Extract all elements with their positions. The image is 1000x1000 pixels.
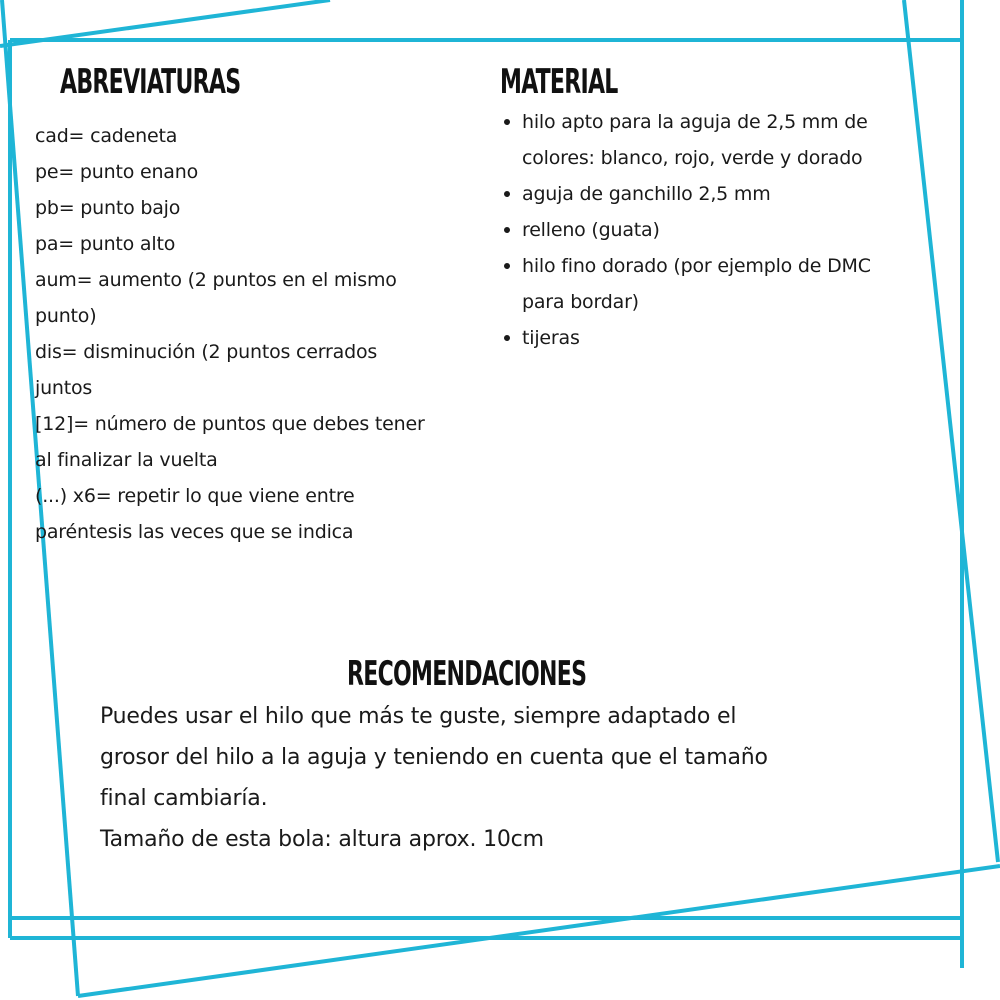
material-item-line: tijeras [522,327,580,349]
abbr-line: punto) [35,305,97,327]
material-list [500,104,930,356]
abbr-line: cad= cadeneta [35,125,178,147]
abbr-line: pb= punto bajo [35,197,181,219]
recomendaciones-text [100,696,860,860]
abbr-line: pe= punto enano [35,161,199,183]
material-item-line: colores: blanco, rojo, verde y dorado [522,147,863,169]
recomendaciones-line: grosor del hilo a la aguja y teniendo en cuenta que el tamaño [100,745,768,770]
material-item [500,212,930,248]
material-item-line: aguja de ganchillo 2,5 mm [522,183,771,205]
abreviaturas-list [35,118,465,550]
recomendaciones-line: Tamaño de esta bola: altura aprox. 10cm [100,827,544,852]
recomendaciones-line: final cambiaría. [100,786,268,811]
frame-bottom-tilted-line [78,866,1000,996]
material-item-line: relleno (guata) [522,219,660,241]
abbr-line: al finalizar la vuelta [35,449,218,471]
recomendaciones-line: Puedes usar el hilo que más te guste, siempre adaptado el [100,704,737,729]
material-item-line: para bordar) [522,291,639,313]
abbr-line: pa= punto alto [35,233,176,255]
material-item [500,248,930,320]
abbr-line: dis= disminución (2 puntos cerrados [35,341,378,363]
abbr-line: paréntesis las veces que se indica [35,521,354,543]
abbr-line: (...) x6= repetir lo que viene entre [35,485,355,507]
material-item [500,320,930,356]
abbr-line: juntos [35,377,93,399]
material-heading: MATERIAL [500,62,618,102]
abbr-line: [12]= número de puntos que debes tener [35,413,425,435]
recomendaciones-heading: RECOMENDACIONES [347,654,587,694]
material-item-line: hilo fino dorado (por ejemplo de DMC [522,255,871,277]
material-item [500,104,930,176]
abbr-line: aum= aumento (2 puntos en el mismo [35,269,397,291]
abreviaturas-heading: ABREVIATURAS [60,62,241,102]
material-item-line: hilo apto para la aguja de 2,5 mm de [522,111,868,133]
material-item [500,176,930,212]
